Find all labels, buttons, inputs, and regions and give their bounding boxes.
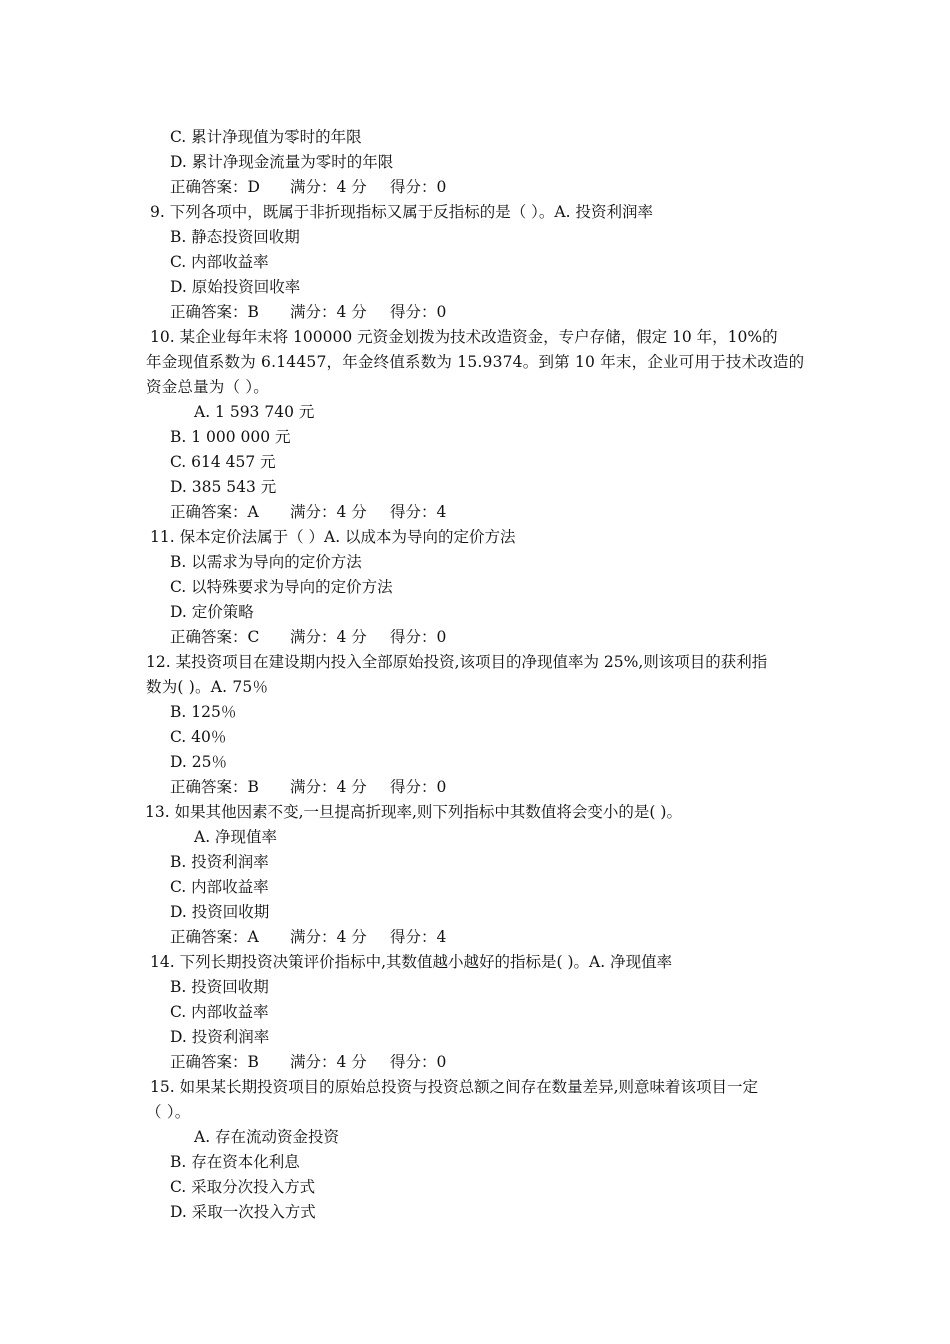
question-line: 14. 下列长期投资决策评价指标中,其数值越小越好的指标是( )。A. 净现值率 — [150, 953, 673, 971]
full-score: 满分：4 分 — [290, 303, 367, 321]
option-line: C. 内部收益率 — [170, 1003, 269, 1021]
option-line: C. 以特殊要求为导向的定价方法 — [170, 578, 393, 596]
answer-line — [0, 500, 950, 525]
correct-answer: 正确答案：B — [170, 303, 259, 321]
question-line: 10. 某企业每年末将 100000 元资金划拨为技术改造资金，专户存储，假定 10 年，10%的 — [150, 328, 778, 346]
question-continuation: 数为( )。A. 75％ — [146, 678, 269, 696]
answer-line — [0, 1050, 950, 1075]
option-line: B. 125％ — [170, 703, 237, 721]
question-continuation: 资金总量为（ ）。 — [146, 378, 269, 396]
answer-line — [0, 300, 950, 325]
full-score: 满分：4 分 — [290, 178, 367, 196]
score: 得分：4 — [390, 503, 447, 521]
option-line: A. 存在流动资金投资 — [194, 1128, 340, 1146]
question-line: 9. 下列各项中，既属于非折现指标又属于反指标的是（ ）。A. 投资利润率 — [150, 203, 653, 221]
option-line: D. 原始投资回收率 — [170, 278, 301, 296]
option-line: B. 投资回收期 — [170, 978, 269, 996]
option-line: B. 存在资本化利息 — [170, 1153, 300, 1171]
question-line: 15. 如果某长期投资项目的原始总投资与投资总额之间存在数量差异,则意味着该项目一定 — [150, 1078, 759, 1096]
correct-answer: 正确答案：B — [170, 1053, 259, 1071]
option-line: B. 投资利润率 — [170, 853, 269, 871]
option-line: A. 1 593 740 元 — [194, 403, 315, 421]
option-line: C. 40％ — [170, 728, 227, 746]
question-continuation: （ ）。 — [146, 1103, 191, 1121]
option-line: D. 定价策略 — [170, 603, 254, 621]
question-list — [0, 125, 950, 1225]
option-line: D. 385 543 元 — [170, 478, 277, 496]
correct-answer: 正确答案：D — [170, 178, 260, 196]
option-line: D. 投资回收期 — [170, 903, 270, 921]
option-line: B. 1 000 000 元 — [170, 428, 291, 446]
option-line: D. 累计净现金流量为零时的年限 — [170, 153, 394, 171]
full-score: 满分：4 分 — [290, 778, 367, 796]
option-line: D. 25％ — [170, 753, 227, 771]
correct-answer: 正确答案：C — [170, 628, 260, 646]
answer-line — [0, 775, 950, 800]
option-line: C. 累计净现值为零时的年限 — [170, 128, 362, 146]
correct-answer: 正确答案：A — [170, 503, 259, 521]
option-line: B. 以需求为导向的定价方法 — [170, 553, 362, 571]
answer-line — [0, 625, 950, 650]
option-line: C. 内部收益率 — [170, 253, 269, 271]
score: 得分：0 — [390, 628, 447, 646]
option-line: C. 采取分次投入方式 — [170, 1178, 316, 1196]
full-score: 满分：4 分 — [290, 1053, 367, 1071]
full-score: 满分：4 分 — [290, 628, 367, 646]
score: 得分：0 — [390, 303, 447, 321]
full-score: 满分：4 分 — [290, 928, 367, 946]
option-line: D. 采取一次投入方式 — [170, 1203, 316, 1221]
score: 得分：0 — [390, 778, 447, 796]
answer-line — [0, 925, 950, 950]
question-continuation: 年金现值系数为 6.14457，年金终值系数为 15.9374。到第 10 年末，企业可用于技术改造的 — [146, 353, 805, 371]
question-line: 11. 保本定价法属于（ ）A. 以成本为导向的定价方法 — [150, 528, 516, 546]
option-line: A. 净现值率 — [194, 828, 278, 846]
score: 得分：0 — [390, 1053, 447, 1071]
option-line: B. 静态投资回收期 — [170, 228, 300, 246]
correct-answer: 正确答案：A — [170, 928, 259, 946]
score: 得分：4 — [390, 928, 447, 946]
option-line: C. 614 457 元 — [170, 453, 276, 471]
answer-line — [0, 175, 950, 200]
question-line: 12. 某投资项目在建设期内投入全部原始投资,该项目的净现值率为 25%,则该项目的获利指 — [146, 653, 768, 671]
option-line: C. 内部收益率 — [170, 878, 269, 896]
score: 得分：0 — [390, 178, 447, 196]
question-line: 13. 如果其他因素不变,一旦提高折现率,则下列指标中其数值将会变小的是( )。 — [145, 803, 682, 821]
full-score: 满分：4 分 — [290, 503, 367, 521]
correct-answer: 正确答案：B — [170, 778, 259, 796]
option-line: D. 投资利润率 — [170, 1028, 270, 1046]
